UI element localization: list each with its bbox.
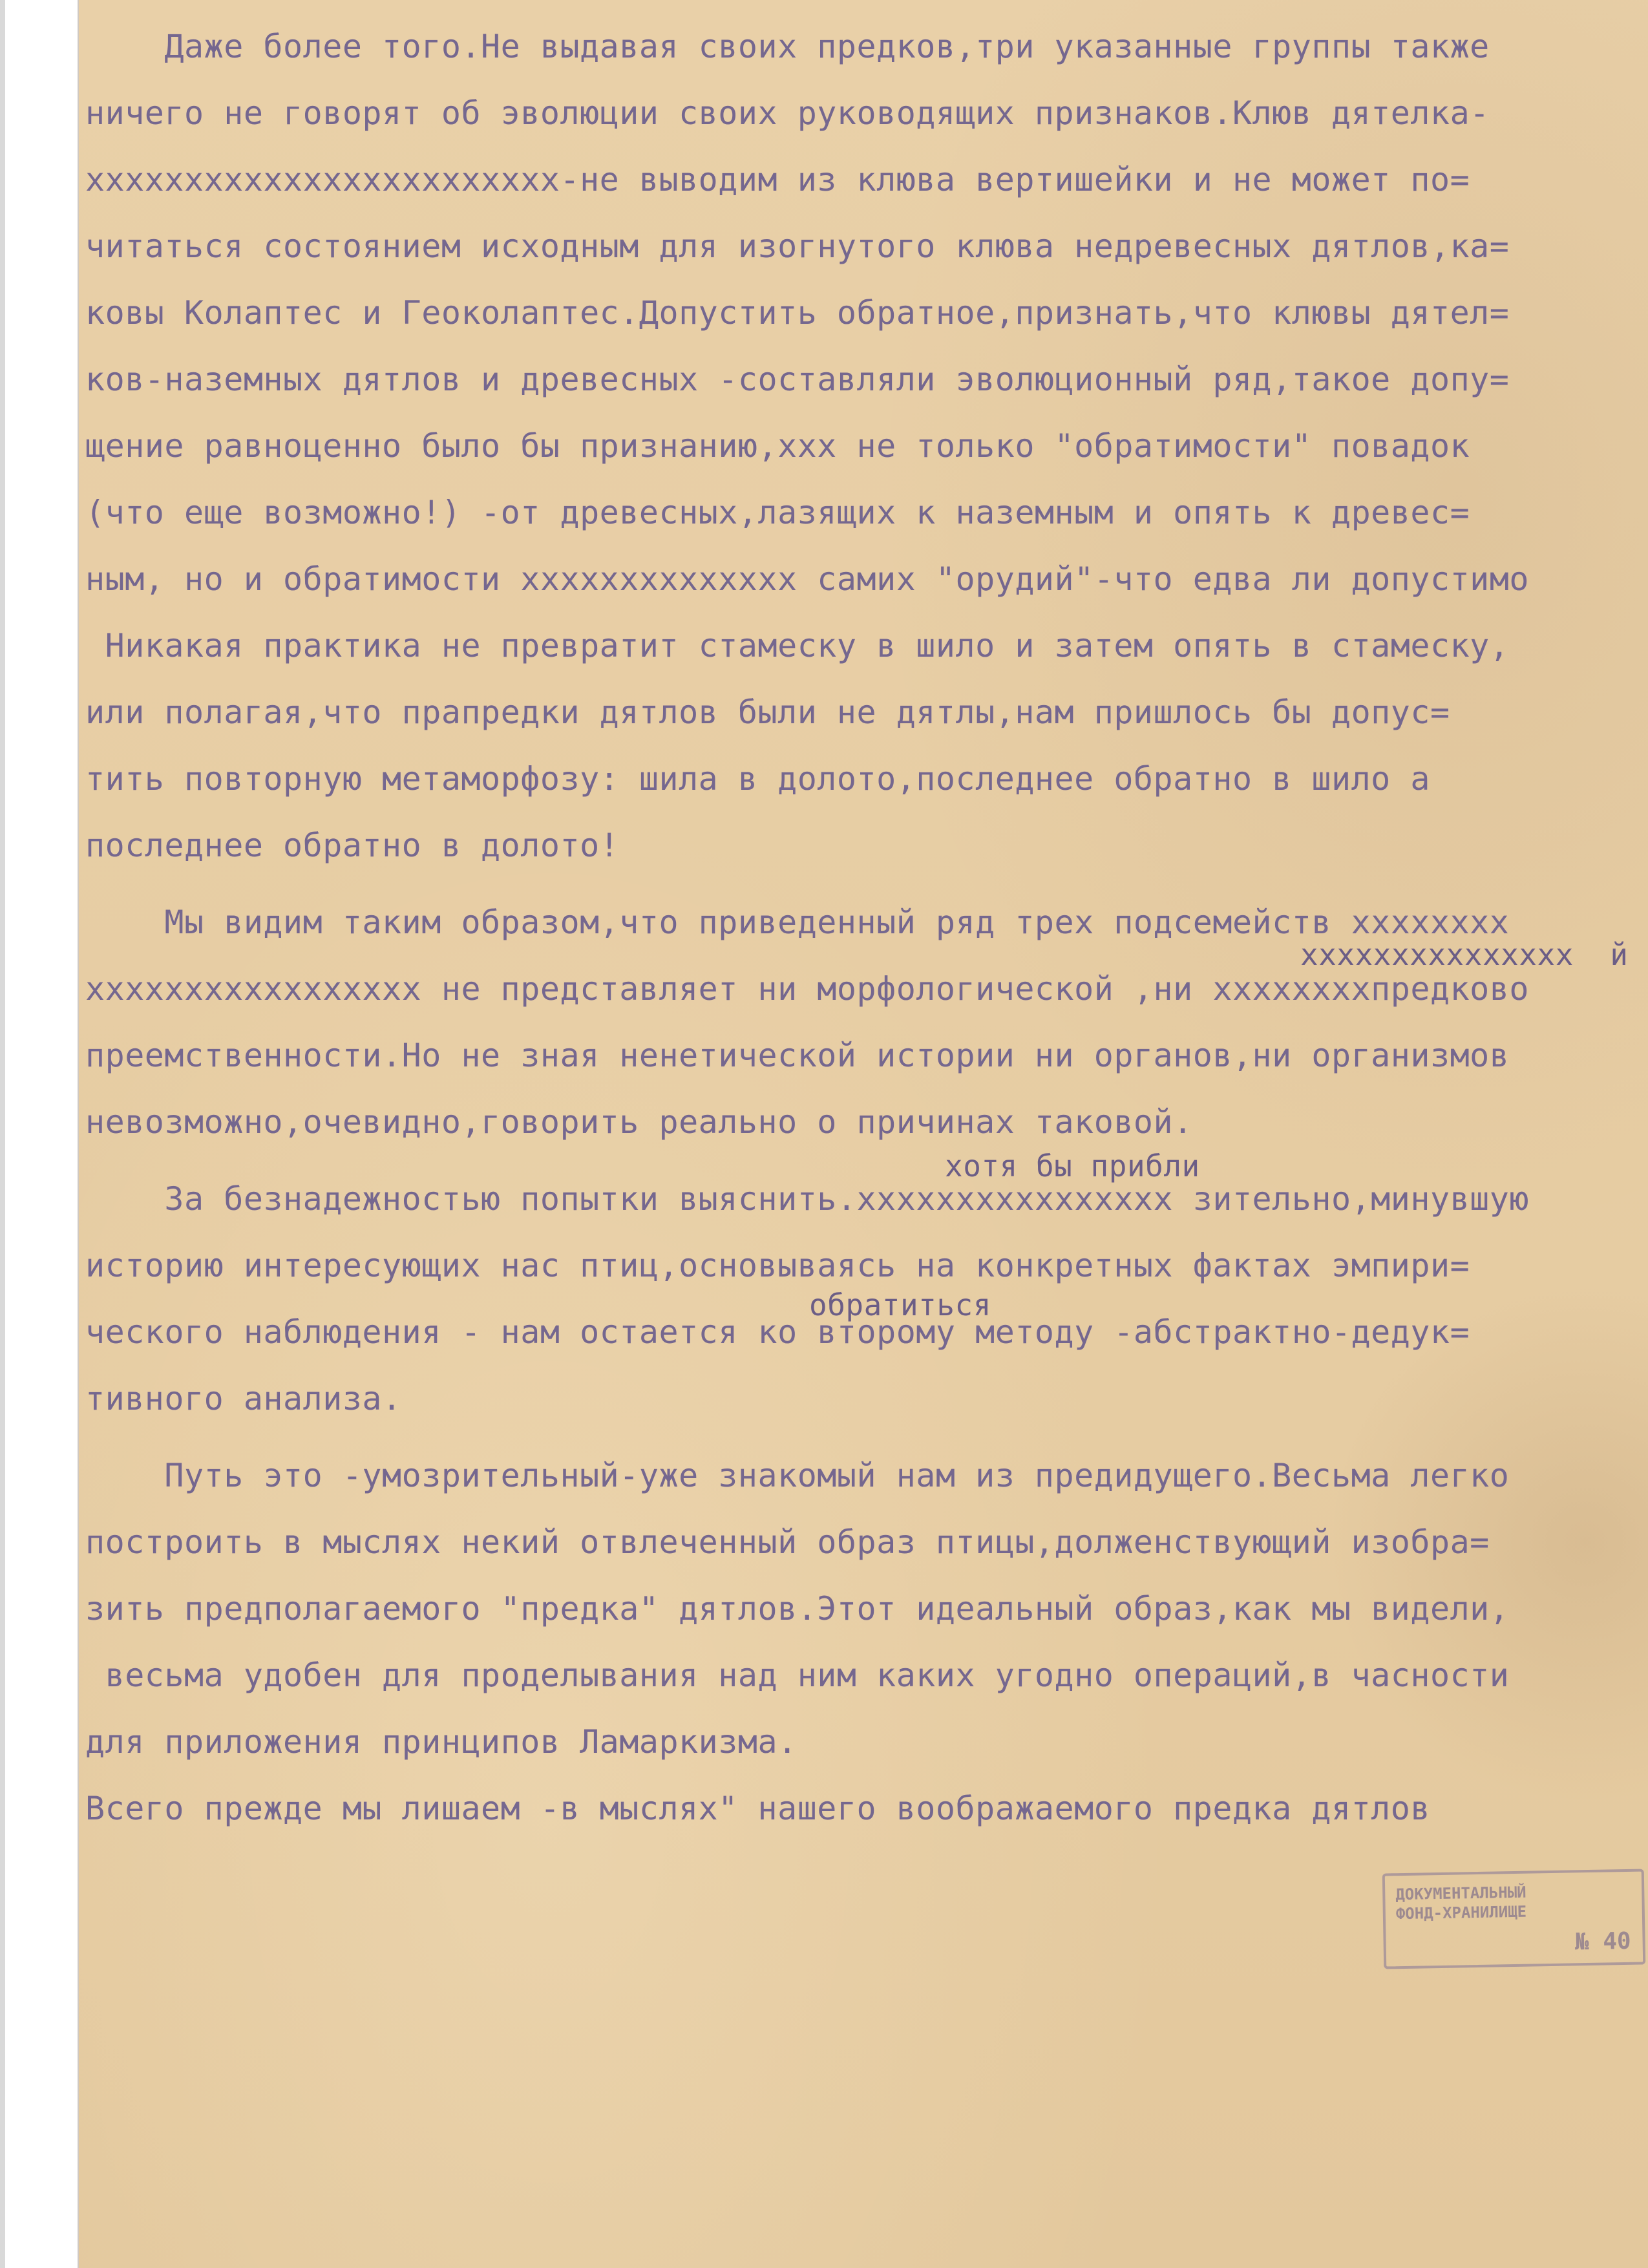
text-line: для приложения принципов Ламаркизма. [85,1723,798,1761]
text-line: преемственности.Но не зная ненетической истории ни органов,ни организмов [85,1037,1510,1074]
text-line: Никакая практика не превратит стамеску в шило и затем опять в стамеску, [85,627,1510,664]
text-line: ничего не говорят об эволюции своих руководящих признаков.Клюв дятелка- [85,94,1490,132]
text-line: За безнадежностью попытки выяснить.хххххххххххххххх зительно,минувшую [85,1180,1529,1218]
text-line: или полагая,что прапредки дятлов были не дятлы,нам пришлось бы допус= [85,694,1450,731]
text-line: Путь это -умозрительный-уже знакомый нам из предидущего.Весьма легко [85,1457,1510,1494]
text-line: ным, но и обратимости хххххххххххххх самих "орудий"-что едва ли допустимо [85,560,1529,598]
text-line: ковы Колаптес и Геоколаптес.Допустить обратное,признать,что клювы дятел= [85,294,1510,332]
text-line: Даже более того.Не выдавая своих предков,три указанные группы также [85,28,1490,65]
text-line: Всего прежде мы лишаем -в мыслях" нашего воображаемого предка дятлов [85,1790,1430,1827]
typed-insertion: хотя бы прибли [945,1149,1200,1183]
text-line: тить повторную метаморфозу: шила в долото,последнее обратно в шило а [85,760,1430,798]
typed-insertion: ххххххххххххххх й [1300,937,1629,972]
text-line: ков-наземных дятлов и древесных -составляли эволюционный ряд,такое допу= [85,361,1510,398]
text-line: щение равноценно было бы признанию,ххх не только "обратимости" повадок [85,427,1470,465]
text-line: ческого наблюдения - нам остается ко второму методу -абстрактно-дедук= [85,1313,1470,1351]
text-line: последнее обратно в долото! [85,827,620,864]
stamp-number: № 40 [1574,1927,1631,1956]
archive-stamp [1382,1869,1646,1969]
scanner-edge [0,0,5,2268]
text-line: ххххххххххххххххх не представляет ни морфологической ,ни ххххххххпредково [85,970,1529,1008]
text-line: (что еще возможно!) -от древесных,лазящих к наземным и опять к древес= [85,494,1470,531]
text-line: хххххххххххххххххххххххх-не выводим из клюва вертишейки и не может по= [85,161,1470,198]
text-line: весьма удобен для проделывания над ним каких угодно операций,в часности [85,1657,1510,1694]
text-line: историю интересующих нас птиц,основываясь на конкретных фактах эмпири= [85,1247,1470,1284]
text-line: невозможно,очевидно,говорить реально о причинах таковой. [85,1103,1193,1141]
text-line: читаться состоянием исходным для изогнутого клюва недревесных дятлов,ка= [85,228,1510,265]
text-line: построить в мыслях некий отвлеченный образ птицы,долженствующий изобра= [85,1523,1490,1561]
text-line: Мы видим таким образом,что приведенный ряд трех подсемейств хххххххх [85,904,1510,941]
text-line: зить предполагаемого "предка" дятлов.Этот идеальный образ,как мы видели, [85,1590,1510,1627]
stamp-line: ФОНД-ХРАНИЛИЩЕ [1395,1902,1527,1924]
typed-insertion: обратиться [809,1288,991,1322]
text-line: тивного анализа. [85,1380,402,1417]
stamp-line: ДОКУМЕНТАЛЬНЫЙ [1395,1883,1527,1904]
